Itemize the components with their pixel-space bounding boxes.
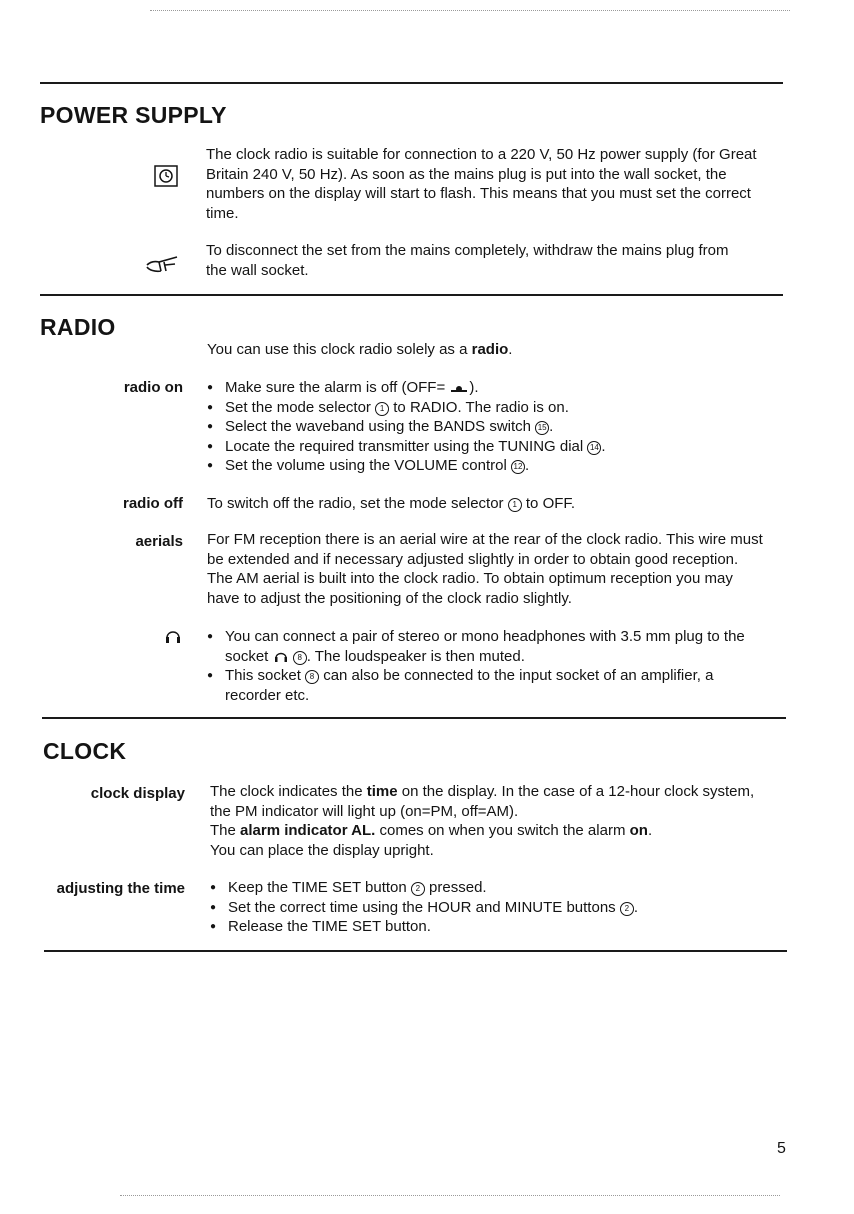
section-heading-power-supply: POWER SUPPLY [40, 102, 227, 128]
text-span: Locate the required transmitter using the TUNING dial [225, 437, 588, 455]
list-item [207, 627, 745, 666]
list-item [207, 398, 606, 418]
headphones-icon [164, 626, 182, 646]
text-line: be extended and if necessary adjusted slightly in order to obtain good reception. [207, 550, 739, 568]
text-span: . The loudspeaker is then muted. [306, 647, 525, 665]
text-line: have to adjust the positioning of the clock radio slightly. [207, 589, 572, 607]
side-label-radio-on: radio on [123, 379, 183, 396]
list-item [207, 666, 745, 705]
text-span: To switch off the radio, set the mode selector [207, 495, 508, 512]
callout-number: 8 [293, 651, 307, 665]
section-heading-clock: CLOCK [43, 738, 127, 764]
text-span: Set the mode selector [225, 398, 376, 416]
text-line: To disconnect the set from the mains completely, withdraw the mains plug from [206, 242, 729, 259]
list-item [210, 878, 638, 898]
callout-number: 15 [535, 421, 549, 435]
scan-noise-bottom [120, 1195, 780, 1196]
section-heading-radio: RADIO [40, 314, 116, 340]
rule-bottom [44, 950, 787, 952]
text-bold: time [366, 783, 398, 800]
callout-number: 1 [375, 402, 389, 416]
text-span: This socket [225, 667, 306, 684]
text-span: Keep the TIME SET button [228, 879, 411, 896]
text-line: The clock radio is suitable for connection to a 220 V, 50 Hz power supply (for Great [206, 146, 757, 163]
side-label-clock-display: clock display [90, 785, 185, 802]
headphones-small-icon [273, 649, 289, 663]
callout-number: 2 [411, 882, 425, 896]
callout-number: 12 [511, 460, 525, 474]
text-span: can also be connected to the input socket of an amplifier, a [319, 667, 714, 684]
text-span: . [647, 822, 653, 839]
text-span: . [508, 341, 513, 358]
adjusting-time-list [210, 878, 638, 937]
text-span: socket [225, 647, 273, 665]
text-span: . [633, 898, 638, 916]
text-line [210, 782, 754, 802]
text-span: Set the volume using the VOLUME control [225, 457, 511, 474]
radio-on-list [207, 378, 606, 476]
list-item [207, 417, 606, 437]
text-span: Make sure the alarm is off (OFF= [225, 379, 450, 396]
text-line [225, 666, 745, 686]
side-label-radio-off: radio off [123, 495, 183, 512]
callout-number: 2 [620, 902, 634, 916]
aerials-paragraph [207, 530, 763, 608]
text-span: . [524, 457, 530, 474]
text-span: . [549, 418, 554, 435]
list-item [207, 456, 606, 476]
text-line: Britain 240 V, 50 Hz). As soon as the mains plug is put into the wall socket, the [206, 165, 727, 183]
list-item [207, 437, 606, 457]
text-span: . [601, 437, 606, 455]
text-span: The [210, 822, 241, 839]
text-span: The clock indicates the [210, 783, 367, 800]
pointing-hand-icon [143, 251, 183, 275]
list-item [207, 378, 606, 398]
list-item [210, 898, 638, 918]
alarm-off-symbol-icon [449, 383, 469, 393]
text-line [225, 647, 745, 667]
text-bold: alarm indicator AL. [240, 822, 376, 839]
text-span: on the display. In the case of a 12-hour clock system, [397, 783, 755, 800]
text-span: You can use this clock radio solely as a [207, 341, 472, 358]
radio-off-text [207, 494, 575, 514]
text-line: the PM indicator will light up (on=PM, off=AM). [210, 802, 519, 820]
text-span: Select the waveband using the BANDS switch [225, 418, 536, 435]
text-span: pressed. [424, 879, 487, 896]
list-item: ● Release the TIME SET button. [210, 917, 638, 937]
text-line: For FM reception there is an aerial wire at the rear of the clock radio. This wire must [207, 531, 763, 548]
clock-icon [153, 164, 179, 188]
callout-number: 14 [587, 441, 601, 455]
text-line: ● You can connect a pair of stereo or mono headphones with 3.5 mm plug to the [225, 628, 745, 645]
power-paragraph-1 [206, 145, 757, 223]
text-line: recorder etc. [225, 686, 310, 704]
text-span: comes on when you switch the alarm [375, 822, 630, 839]
headphones-list [207, 627, 745, 705]
radio-intro [207, 340, 512, 360]
scan-noise-top [150, 10, 790, 11]
text-line [210, 821, 754, 841]
clock-display-paragraph [210, 782, 754, 860]
callout-number: 1 [508, 498, 522, 512]
side-label-adjusting-time: adjusting the time [56, 880, 185, 897]
text-line: You can place the display upright. [210, 841, 434, 859]
text-bold: on [629, 822, 648, 839]
page-number: 5 [777, 1140, 786, 1157]
text-line: time. [206, 204, 239, 222]
text-span: to OFF. [521, 495, 576, 512]
rule-top [40, 82, 783, 84]
rule-power-radio [40, 294, 783, 296]
text-span: ). [469, 379, 479, 396]
rule-radio-clock [42, 717, 786, 719]
power-paragraph-2 [206, 241, 728, 280]
text-line: The AM aerial is built into the clock radio. To obtain optimum reception you may [207, 570, 733, 587]
side-label-aerials: aerials [135, 533, 183, 550]
callout-number: 8 [305, 670, 319, 684]
text-line: numbers on the display will start to flash. This means that you must set the correct [206, 185, 751, 202]
text-line: the wall socket. [206, 261, 309, 279]
text-span: to RADIO. The radio is on. [389, 398, 569, 416]
text-bold: radio [471, 341, 509, 358]
text-span: Set the correct time using the HOUR and MINUTE buttons [228, 898, 620, 916]
